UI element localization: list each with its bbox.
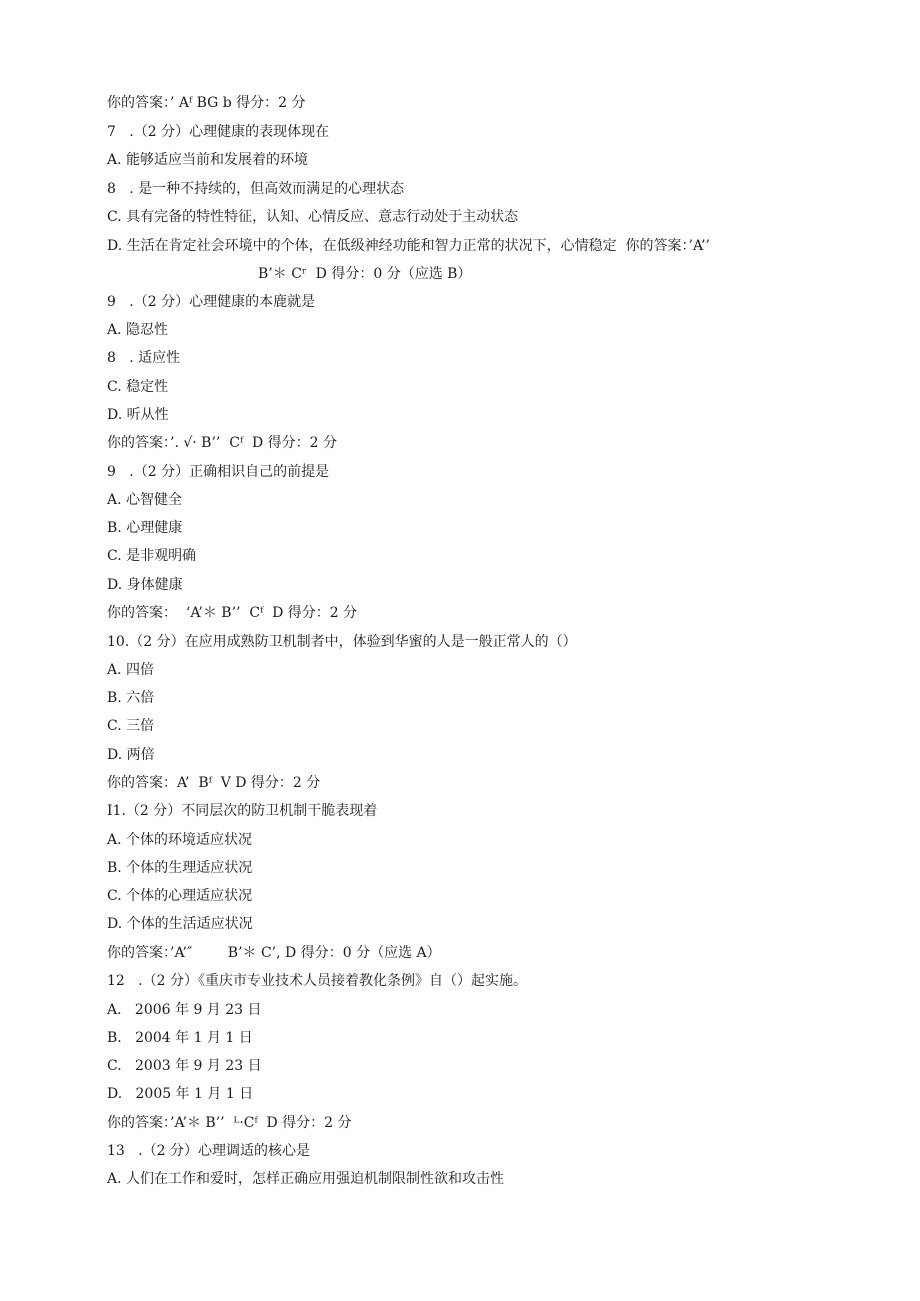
option-line: C. 是非观明确 bbox=[107, 548, 197, 564]
question-line: 9 .（2 分）心理健康的本鹿就是 bbox=[107, 294, 316, 310]
question-line: 9 .（2 分）正确相识自己的前提是 bbox=[107, 464, 330, 480]
answer-line: 你的答案：’. √· B’’ Cᶠ D 得分：2 分 bbox=[107, 435, 338, 451]
option-line: A. 四倍 bbox=[107, 662, 155, 678]
answer-line: 你的答案：’ Aᶠ BG b 得分：2 分 bbox=[107, 95, 306, 111]
option-line: D. 两倍 bbox=[107, 747, 155, 763]
option-line: C. 三倍 bbox=[107, 718, 155, 734]
option-line: 8 . 适应性 bbox=[107, 350, 181, 366]
option-line: C. 2003 年 9 月 23 日 bbox=[107, 1058, 262, 1074]
option-line: D. 身体健康 bbox=[107, 577, 183, 593]
question-line: 12 .（2 分）《重庆市专业技术人员接着教化条例》自（）起实施。 bbox=[107, 973, 527, 989]
option-line: D. 个体的生活适应状况 bbox=[107, 916, 253, 932]
option-line: B. 心理健康 bbox=[107, 520, 183, 536]
option-line: A. 个体的环境适应状况 bbox=[107, 832, 253, 848]
option-line: C. 具有完备的特性特征，认知、心情反应、意志行动处于主动状态 bbox=[107, 209, 519, 225]
answer-line: 你的答案：A’ Bᶠ V D 得分：2 分 bbox=[107, 775, 321, 791]
answer-line: 你的答案： ‘A’＊ B’’ Cᶠ D 得分：2 分 bbox=[107, 605, 358, 621]
question-line: I1.（2 分）不同层次的防卫机制干脆表现着 bbox=[107, 803, 378, 819]
option-line: B. 个体的生理适应状况 bbox=[107, 860, 253, 876]
option-line: A. 2006 年 9 月 23 日 bbox=[107, 1002, 262, 1018]
question-line: 10.（2 分）在应用成熟防卫机制者中，体验到华蜜的人是一般正常人的（） bbox=[107, 634, 577, 650]
option-line: A. 能够适应当前和发展着的环境 bbox=[107, 152, 309, 168]
option-line: C. 个体的心理适应状况 bbox=[107, 888, 253, 904]
option-line: B. 2004 年 1 月 1 日 bbox=[107, 1030, 253, 1046]
question-line: 13 .（2 分）心理调适的核心是 bbox=[107, 1143, 310, 1159]
option-line: D. 生活在肯定社会环境中的个体，在低级神经功能和智力正常的状况下，心情稳定 你的答案：’A’’ bbox=[107, 238, 710, 254]
answer-line: B’＊ Cʳ D 得分：0 分（应选 B） bbox=[258, 266, 472, 282]
option-line: A. 心智健全 bbox=[107, 492, 183, 508]
option-line: B. 六倍 bbox=[107, 690, 155, 706]
option-line: A. 人们在工作和爱时，怎样正确应用强迫机制限制性欲和攻击性 bbox=[107, 1171, 505, 1187]
question-line: 7 .（2 分）心理健康的表现体现在 bbox=[107, 124, 330, 140]
option-line: D. 2005 年 1 月 1 日 bbox=[107, 1086, 254, 1102]
answer-line: 你的答案：’A’＊ B’’ ᴸ·Cᶠ D 得分：2 分 bbox=[107, 1115, 352, 1131]
option-line: A. 隐忍性 bbox=[107, 322, 169, 338]
answer-line: 你的答案：’A’″ B’＊ C’, D 得分：0 分（应选 A） bbox=[107, 945, 441, 961]
option-line: D. 听从性 bbox=[107, 407, 169, 423]
option-line: C. 稳定性 bbox=[107, 379, 169, 395]
question-line: 8 . 是一种不持续的，但高效而满足的心理状态 bbox=[107, 181, 405, 197]
